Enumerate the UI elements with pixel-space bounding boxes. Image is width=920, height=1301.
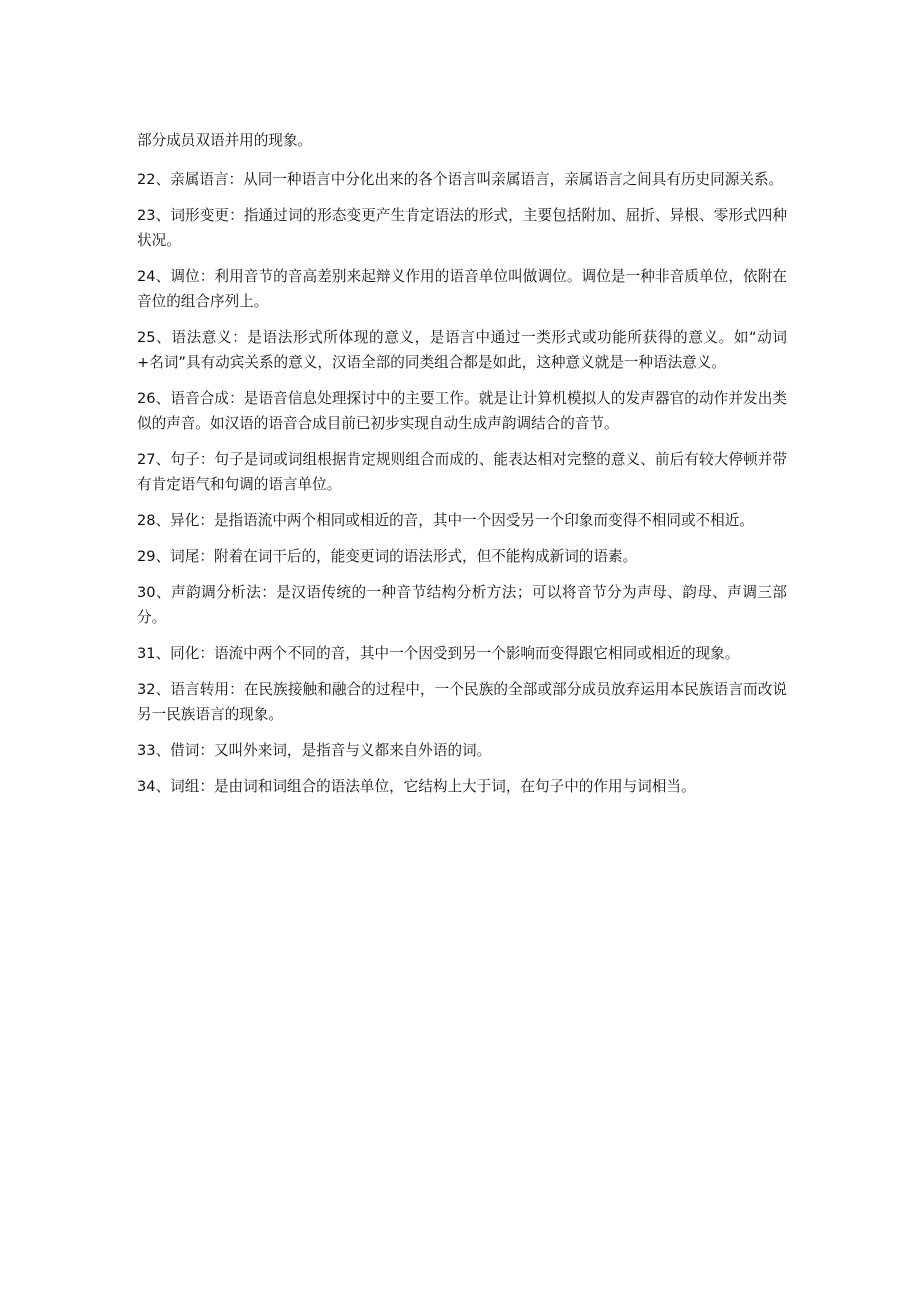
term-entry-23: 23、词形变更：指通过词的形态变更产生肯定语法的形式，主要包括附加、屈折、异根、零形式四种状况。 [137,207,787,249]
term-entry-34: 34、词组：是由词和词组合的语法单位，它结构上大于词，在句子中的作用与词相当。 [137,778,696,795]
term-entry-27: 27、句子：句子是词或词组根据肯定规则组合而成的、能表达相对完整的意义、前后有较大停顿并带有肯定语气和句调的语言单位。 [137,451,787,493]
term-entry-25: 25、语法意义：是语法形式所体现的意义，是语言中通过一类形式或功能所获得的意义。如“动词+名词”具有动宾关系的意义，汉语全部的同类组合都是如此，这种意义就是一种语法意义。 [137,329,787,371]
term-entry-32: 32、语言转用：在民族接触和融合的过程中，一个民族的全部或部分成员放弃运用本民族语言而改说另一民族语言的现象。 [137,681,787,723]
term-entry-30: 30、声韵调分析法：是汉语传统的一种音节结构分析方法；可以将音节分为声母、韵母、声调三部分。 [137,584,787,626]
continuation-paragraph: 部分成员双语并用的现象。 [137,132,313,149]
term-entry-24: 24、调位：利用音节的音高差别来起辩义作用的语音单位叫做调位。调位是一种非音质单位，依附在音位的组合序列上。 [137,268,787,310]
term-entry-31: 31、同化：语流中两个不同的音，其中一个因受到另一个影响而变得跟它相同或相近的现象。 [137,645,740,662]
term-entry-33: 33、借词：又叫外来词，是指音与义都来自外语的词。 [137,742,492,759]
document-body [137,128,787,810]
term-entry-28: 28、异化：是指语流中两个相同或相近的音，其中一个因受另一个印象而变得不相同或不相近。 [137,512,754,529]
term-entry-29: 29、词尾：附着在词干后的，能变更词的语法形式，但不能构成新词的语素。 [137,548,638,565]
term-entry-26: 26、语音合成：是语音信息处理探讨中的主要工作。就是让计算机模拟人的发声器官的动作并发出类似的声音。如汉语的语音合成目前已初步实现自动生成声韵调结合的音节。 [137,390,787,432]
term-entry-22: 22、亲属语言：从同一种语言中分化出来的各个语言叫亲属语言，亲属语言之间具有历史同源关系。 [137,171,784,188]
